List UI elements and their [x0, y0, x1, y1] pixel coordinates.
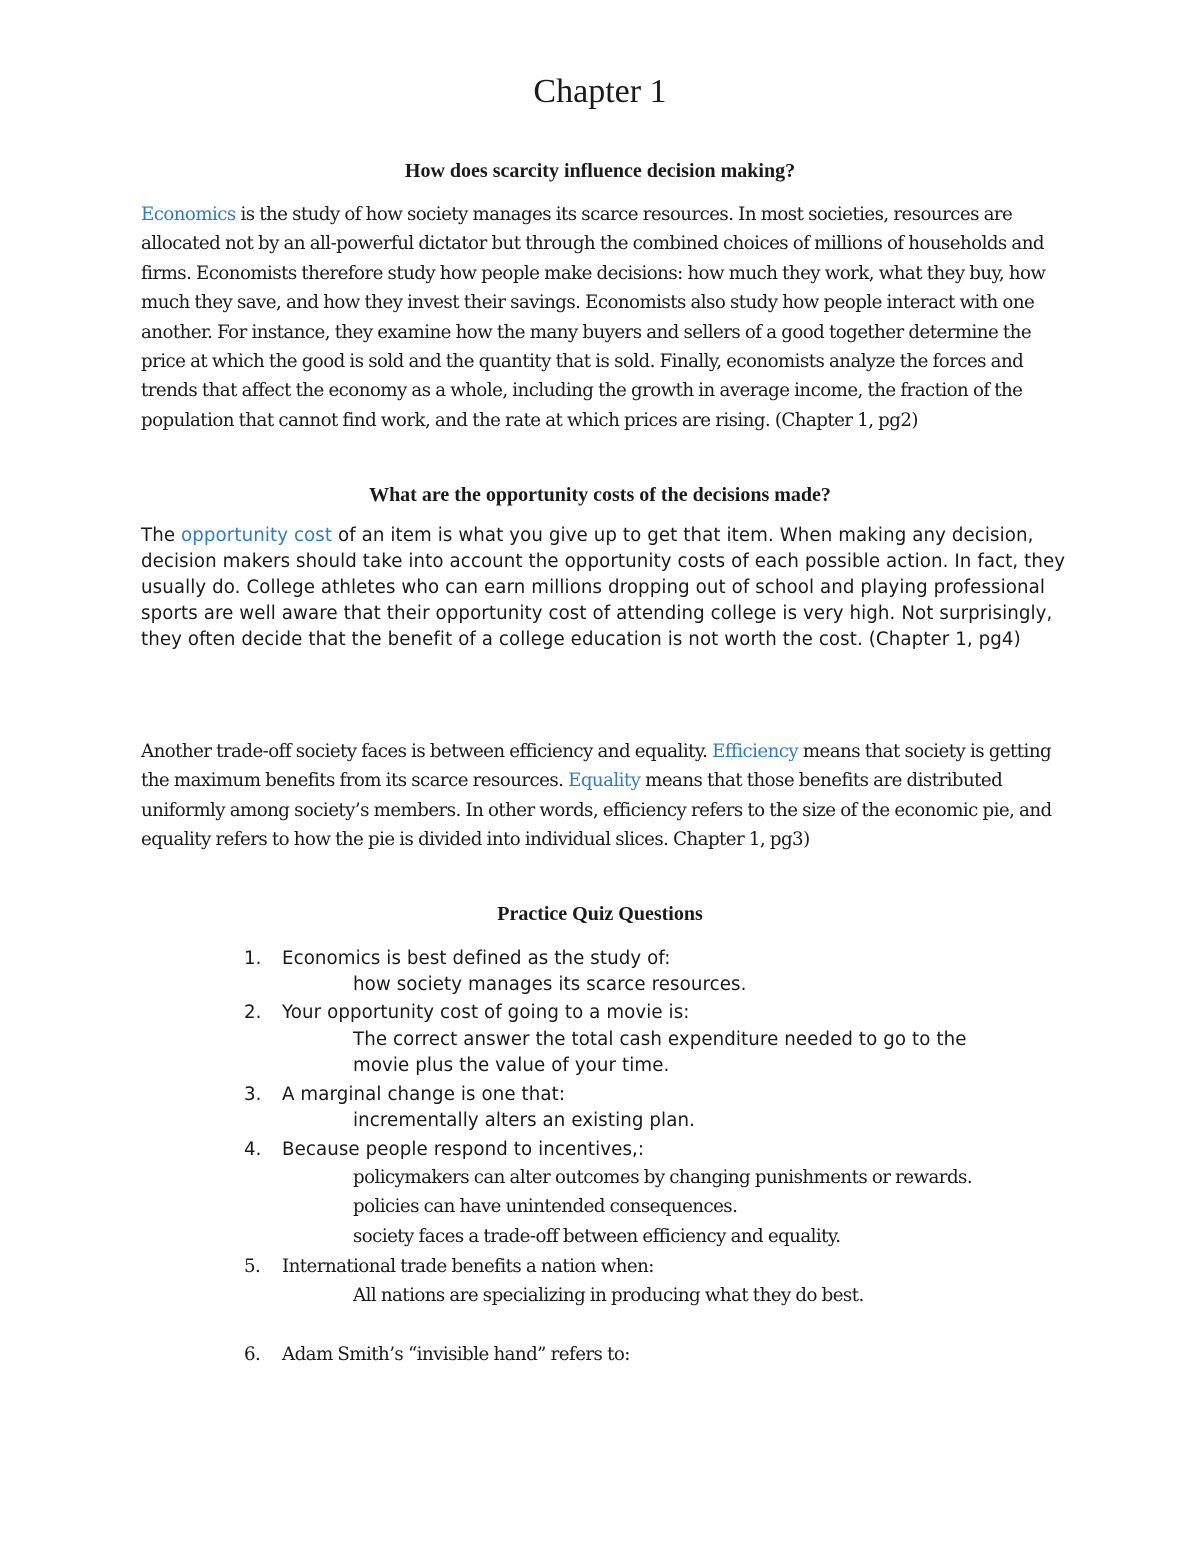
- term-equality: Equality: [568, 770, 641, 792]
- question-text: International trade benefits a nation when:: [282, 1256, 654, 1277]
- paragraph-opportunity-cost: [141, 523, 1066, 653]
- question-text: Adam Smith’s “invisible hand” refers to:: [282, 1344, 630, 1365]
- question-number: 4.: [244, 1139, 262, 1160]
- term-economics: Economics: [141, 204, 236, 225]
- answer-line: The correct answer the total cash expenditure needed to go to the: [353, 1029, 967, 1050]
- paragraph-scarcity-body: is the study of how society manages its scarce resources. In most societies, resources are allocated not by an all-powerful dictator but through the combined choices of millions of households and firms. Economists therefore study how people make decisions: how much they work, what they buy, how much they save, and how they invest their savings. Economists also study how people interact with one another. For instance, they examine how the many buyers and sellers of a good together determine the price at which the good is sold and the quantity that is sold. Finally, economists analyze the forces and trends that affect the economy as a whole, including the growth in average income, the fraction of the population that cannot find work, and the rate at which prices are rising. (Chapter 1, pg2): [141, 204, 1046, 431]
- question-number: 5.: [244, 1256, 261, 1277]
- term-opportunity-cost: opportunity cost: [181, 525, 333, 546]
- paragraph-efficiency-equality: [141, 737, 1066, 855]
- paragraph-opportunity-cost-pre: The: [141, 525, 182, 546]
- page-title: Chapter 1: [533, 73, 667, 110]
- answer-line: policies can have unintended consequences.: [353, 1196, 738, 1217]
- paragraph-scarcity: [141, 200, 1066, 435]
- question-number: 6.: [244, 1344, 261, 1365]
- question-text: Your opportunity cost of going to a movie is:: [282, 1002, 690, 1023]
- term-efficiency: Efficiency: [712, 741, 799, 762]
- answer-line: movie plus the value of your time.: [353, 1055, 670, 1076]
- answer-line: policymakers can alter outcomes by changing punishments or rewards.: [353, 1167, 973, 1188]
- answer-line: incrementally alters an existing plan.: [353, 1110, 695, 1131]
- question-number: 1.: [244, 948, 262, 969]
- paragraph-efficiency-post: means that those benefits are distributed uniformly among society’s members. In other words, efficiency refers to the size of the economic pie, and equality refers to how the pie is divided into individual slices. Chapter 1, pg3): [141, 770, 1052, 851]
- question-text: A marginal change is one that:: [282, 1084, 566, 1105]
- quiz-heading: Practice Quiz Questions: [497, 903, 703, 925]
- question-text: Economics is best defined as the study of:: [282, 948, 671, 969]
- paragraph-efficiency-mid: means that society is getting the maximum benefits from its scarce resources.: [141, 741, 1052, 792]
- section-heading-opportunity-cost: What are the opportunity costs of the decisions made?: [369, 484, 831, 506]
- paragraph-opportunity-cost-body: of an item is what you give up to get that item. When making any decision, decision makers should take into account the opportunity costs of each possible action. In fact, they usually do. College athletes who can earn millions dropping out of school and playing professional sports are well aware that their opportunity cost of attending college is very high. Not surprisingly, they often decide that the benefit of a college education is not worth the cost. (Chapter 1, pg4): [141, 525, 1066, 650]
- answer-line: society faces a trade-off between efficiency and equality.: [353, 1226, 841, 1247]
- question-number: 2.: [244, 1002, 262, 1023]
- paragraph-efficiency-pre: Another trade-off society faces is between efficiency and equality.: [141, 741, 713, 762]
- answer-line: All nations are specializing in producing what they do best.: [353, 1285, 864, 1306]
- answer-line: how society manages its scarce resources.: [353, 974, 747, 995]
- section-heading-scarcity: How does scarcity influence decision making?: [404, 160, 796, 182]
- question-number: 3.: [244, 1084, 262, 1105]
- question-text: Because people respond to incentives,:: [282, 1139, 645, 1160]
